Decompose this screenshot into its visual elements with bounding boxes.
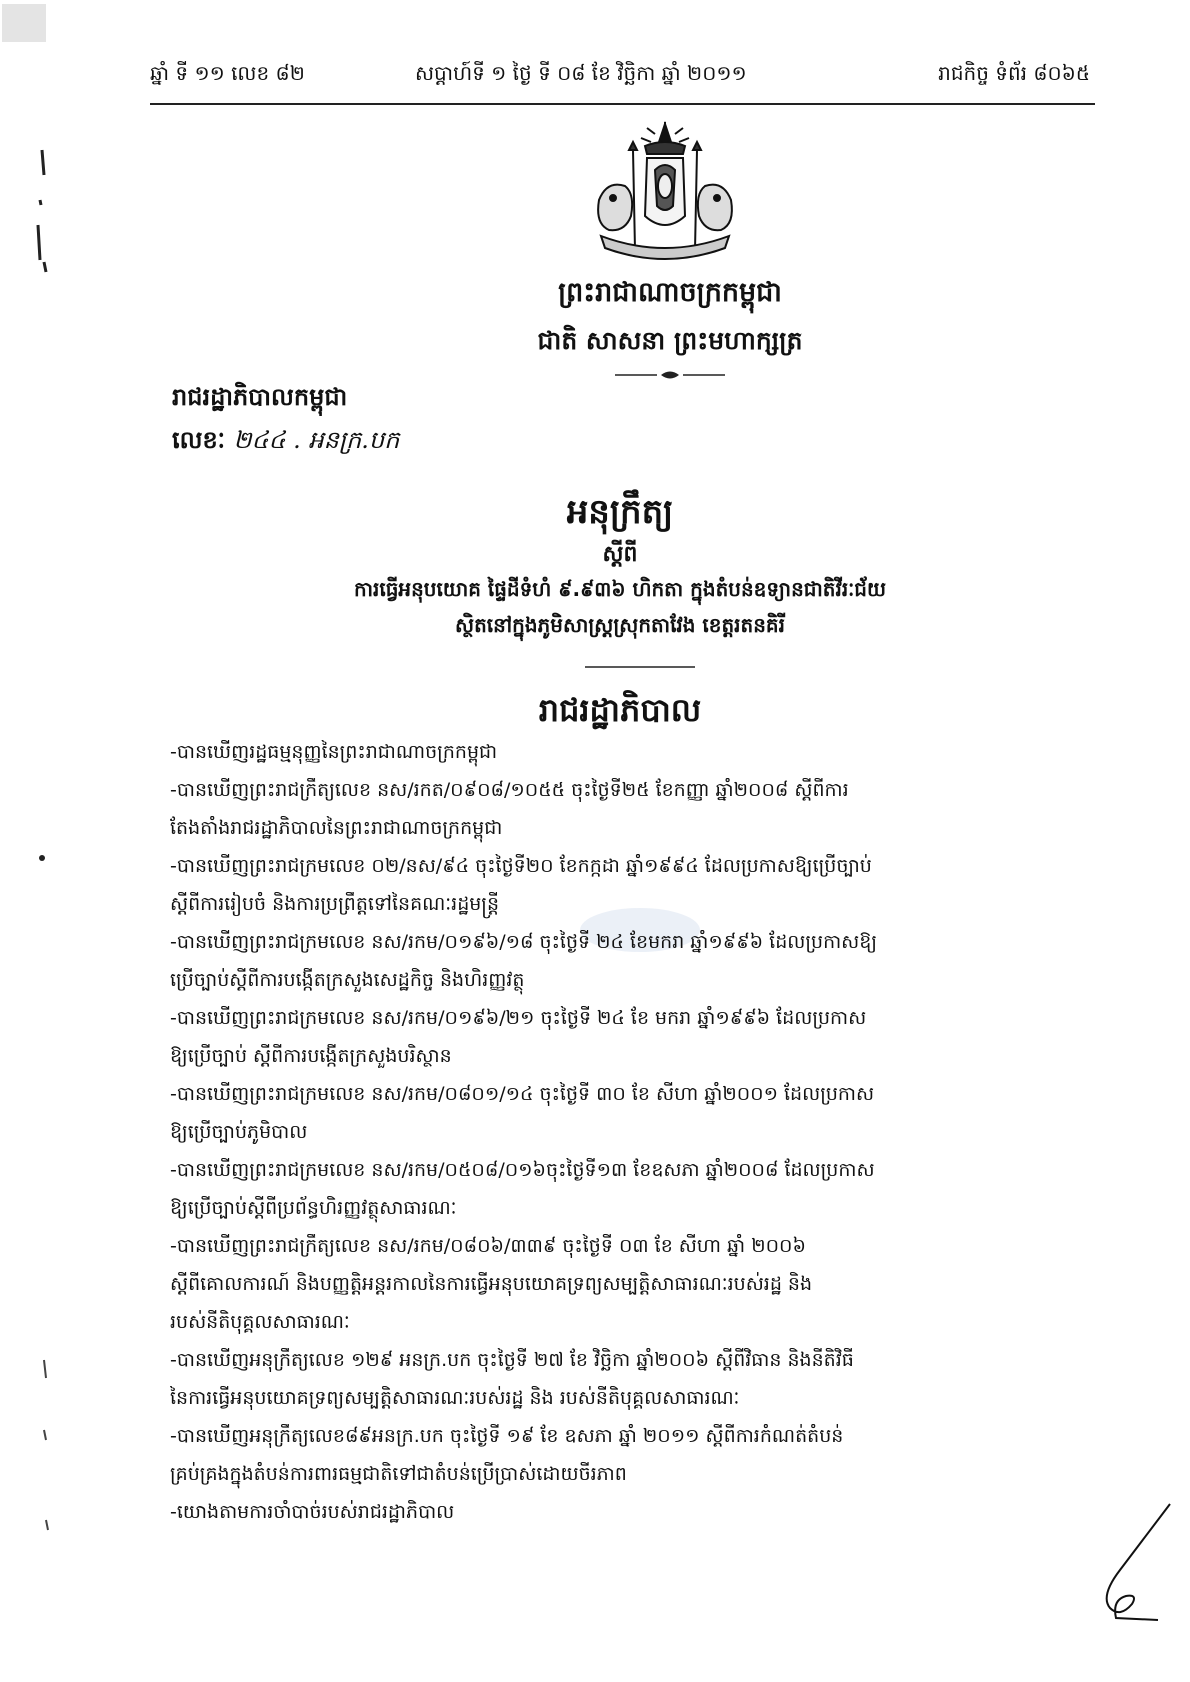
document-type-title: អនុក្រឹត្យ <box>566 492 674 532</box>
royal-coat-of-arms-icon <box>585 120 745 270</box>
preamble-line: នៃការធ្វើអនុបយោគទ្រព្យសម្បត្តិសាធារណៈរបស់រដ្ឋ និង របស់នីតិបុគ្គលសាធារណៈ <box>170 1387 740 1409</box>
preamble-line: ប្រើច្បាប់ស្តីពីការបង្កើតក្រសួងសេដ្ឋកិច្ច និងហិរញ្ញវត្ថុ <box>170 969 525 991</box>
scan-edge-marks <box>0 0 60 1682</box>
preamble-line: ស្តីពីគោលការណ៍ និងបញ្ញត្តិអន្តរកាលនៃការធ្វើអនុបយោគទ្រព្យសម្បត្តិសាធារណៈរបស់រដ្ឋ និង <box>170 1273 813 1295</box>
document-number <box>172 425 399 460</box>
preamble-line: -បានឃើញអនុក្រឹត្យលេខ ១២៩ អនក្រ.បក ចុះថ្ងៃទី ២៧ ខែ វិច្ឆិកា ឆ្នាំ២០០៦ ស្តីពីវិធាន និងនីតិវិធី <box>170 1349 854 1371</box>
preamble-line: ឱ្យប្រើច្បាប់ ស្តីពីការបង្កើតក្រសួងបរិស្ថាន <box>170 1045 452 1067</box>
preamble-line: ឱ្យប្រើច្បាប់ភូមិបាល <box>170 1121 308 1143</box>
preamble-line: គ្រប់គ្រងក្នុងតំបន់ការពារធម្មជាតិទៅជាតំបន់ប្រើប្រាស់ដោយចីរភាព <box>170 1463 627 1485</box>
preamble-line: ឱ្យប្រើច្បាប់ស្តីពីប្រព័ន្ធហិរញ្ញវត្ថុសាធារណៈ <box>170 1197 457 1219</box>
handwritten-initial-icon <box>1060 1500 1180 1630</box>
document-number-label: លេខៈ <box>172 425 226 454</box>
header-divider <box>150 103 1095 105</box>
kingdom-title: ព្រះរាជាណាចក្រកម្ពុជា <box>558 277 782 308</box>
preamble-line: ស្តីពីការរៀបចំ និងការប្រព្រឹត្តទៅនៃគណៈរដ្ឋមន្ត្រី <box>170 893 500 915</box>
preamble-line: -បានឃើញព្រះរាជក្រមលេខ ០២/នស/៩៤ ចុះថ្ងៃទី២០ ខែកក្កដា ឆ្នាំ១៩៩៤ ដែលប្រកាសឱ្យប្រើច្បាប់ <box>170 855 872 877</box>
preamble-line: -បានឃើញព្រះរាជក្រមលេខ នស/រកម/០៥០៨/០១៦ចុះថ្ងៃទី១៣ ខែឧសភា ឆ្នាំ២០០៨ ដែលប្រកាស <box>170 1159 875 1181</box>
preamble-line: -បានឃើញរដ្ឋធម្មនុញ្ញនៃព្រះរាជាណាចក្រកម្ពុជា <box>170 741 498 763</box>
national-motto: ជាតិ សាសនា ព្រះមហាក្សត្រ <box>537 326 803 355</box>
divider-ornament <box>615 368 725 382</box>
gazette-date: សប្តាហ៍ទី ១ ថ្ងៃ ទី ០៨ ខែ វិច្ឆិកា ឆ្នាំ ២០១១ <box>415 61 747 85</box>
preamble-line: -បានឃើញព្រះរាជក្រមលេខ នស/រកម/០១៩៦/១៨ ចុះថ្ងៃទី ២៤ ខែមករា ឆ្នាំ១៩៩៦ ដែលប្រកាសឱ្យ <box>170 931 877 953</box>
preamble-line: -បានឃើញព្រះរាជក្រមលេខ នស/រកម/០៨០១/១៤ ចុះថ្ងៃទី ៣០ ខែ សីហា ឆ្នាំ២០០១ ដែលប្រកាស <box>170 1083 875 1105</box>
preamble-line: តែងតាំងរាជរដ្ឋាភិបាលនៃព្រះរាជាណាចក្រកម្ពុជា <box>170 817 503 839</box>
gazette-page-number: រាជកិច្ច ទំព័រ ៨០៦៥ <box>938 61 1090 85</box>
issuing-government: រាជរដ្ឋាភិបាលកម្ពុជា <box>172 382 348 411</box>
gazette-year-issue: ឆ្នាំ ទី ១១ លេខ ៨២ <box>150 61 305 85</box>
preamble-line: -យោងតាមការចាំបាច់របស់រាជរដ្ឋាភិបាល <box>170 1501 455 1523</box>
preamble-line: -បានឃើញព្រះរាជក្រមលេខ នស/រកម/០១៩៦/២១ ចុះថ្ងៃទី ២៤ ខែ មករា ឆ្នាំ១៩៩៦ ដែលប្រកាស <box>170 1007 867 1029</box>
document-number-value: ២៤៤ . អនក្រ.បក <box>233 426 400 454</box>
document-subject-line-1: ការធ្វើអនុបយោគ ផ្ទៃដីទំហំ ៩.៩៣៦ ហិកតា ក្នុងតំបន់ឧទ្យានជាតិវីរៈជ័យ <box>353 577 887 601</box>
preamble-line: របស់នីតិបុគ្គលសាធារណៈ <box>170 1311 350 1333</box>
preamble-line: -បានឃើញព្រះរាជក្រឹត្យលេខ នស/រកត/០៩០៨/១០៥៥ ចុះថ្ងៃទី២៥ ខែកញ្ញា ឆ្នាំ២០០៨ ស្តីពីការ <box>170 779 849 801</box>
issuer-heading: រាជរដ្ឋាភិបាល <box>538 691 702 729</box>
document-about: ស្តីពី <box>602 542 638 567</box>
subject-divider <box>585 660 695 674</box>
preamble-line: -បានឃើញព្រះរាជក្រឹត្យលេខ នស/រកម/០៨០៦/៣៣៩ ចុះថ្ងៃទី ០៣ ខែ សីហា ឆ្នាំ ២០០៦ <box>170 1235 806 1257</box>
gazette-header <box>150 60 1090 100</box>
document-subject-line-2: ស្ថិតនៅក្នុងភូមិសាស្រ្តស្រុកតាវែង ខេត្តរតនគិរី <box>455 613 785 637</box>
preamble-line: -បានឃើញអនុក្រឹត្យលេខ៨៩អនក្រ.បក ចុះថ្ងៃទី ១៩ ខែ ឧសភា ឆ្នាំ ២០១១ ស្តីពីការកំណត់តំបន់ <box>170 1425 844 1447</box>
